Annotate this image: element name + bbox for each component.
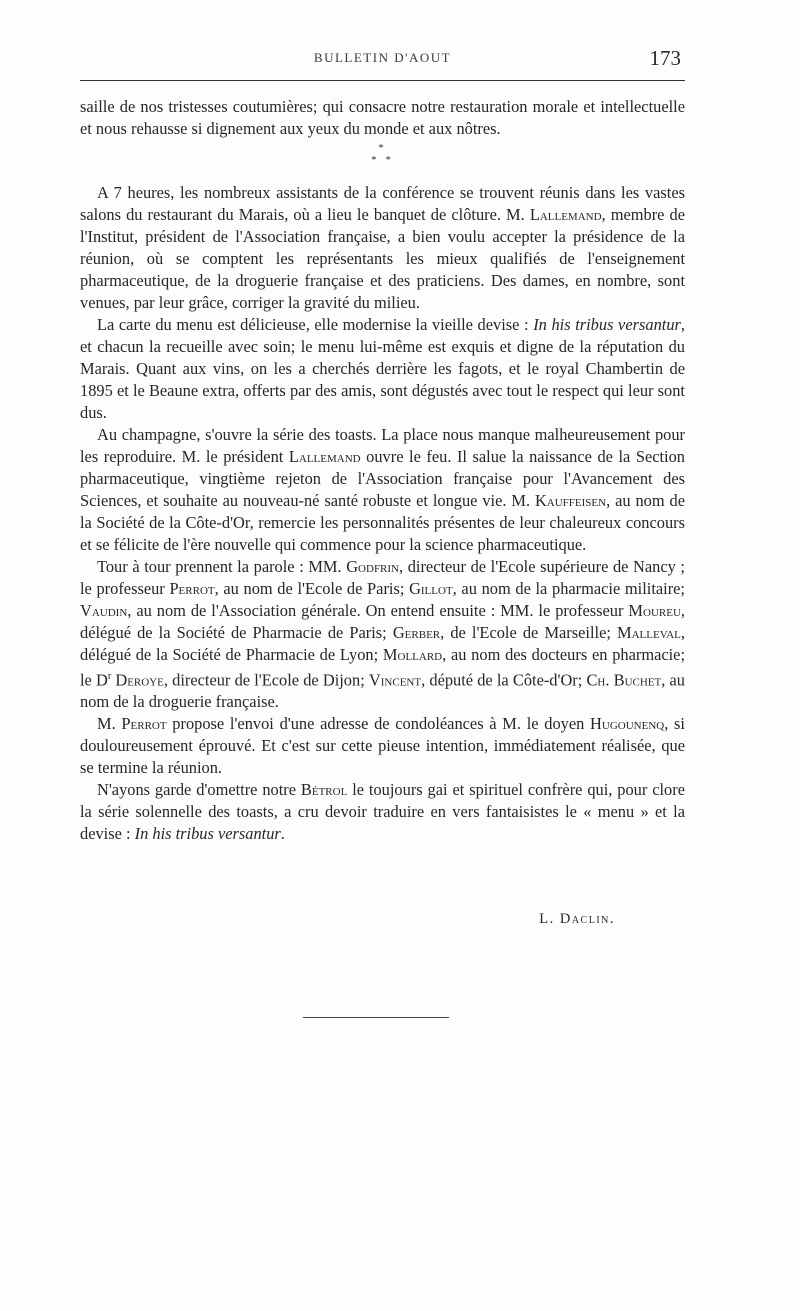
paragraph-banquet: A 7 heures, les nombreux assistants de la conférence se trouvent réunis dans les vastes salons du restaurant du Marais, où a lieu le banquet de clôture. M. Lallemand, membre de l'Institut, président de l'Association française, a bien voulu accepter la présidence de la réunion, où se comptent les représentants les mieux qualifiés de l'enseignement pharmaceutique, de la droguerie française et des praticiens. Des dames, en nombre, sont venues, par leur grâce, corriger la gravité du milieu.: [80, 183, 685, 312]
paragraph-menu: La carte du menu est délicieuse, elle modernise la vieille devise : In his tribus versantur, et chacun la recueille avec soin; le menu lui-même est exquis et digne de la réputation du Marais. Quant aux vins, on les a cherchés derrière les fagots, et le royal Chambertin de 1895 et le Beaune extra, offerts par des amis, sont dégustés avec tout le respect qui leur sont dus.: [80, 315, 685, 422]
name-moureu: Moureu: [628, 601, 681, 620]
motto-italic: In his tribus versantur: [533, 315, 681, 334]
name-lallemand: Lallemand: [288, 447, 361, 466]
motto-italic: In his tribus versantur: [134, 824, 281, 844]
name-vincent: Vincent: [368, 670, 422, 690]
page-number: 173: [649, 46, 681, 70]
running-title: BULLETIN D'AOUT: [313, 50, 452, 65]
name-perrot: Perrot: [121, 714, 167, 734]
name-kauffeisen: Kauffeisen: [534, 491, 607, 510]
paragraph-condolences: M. Perrot propose l'envoi d'une adresse de condoléances à M. le doyen Hugounenq, si douloureusement éprouvé. Et c'est sur cette pieuse intention, immédiatement réalisée, que se termine la réunion.: [80, 714, 685, 778]
page-header: [80, 46, 685, 76]
name-vaudin: Vaudin: [80, 601, 128, 620]
superscript-r: r: [107, 671, 112, 682]
name-deroye: Deroye: [115, 670, 164, 690]
name-hugounenq: Hugounenq: [590, 714, 665, 734]
paragraph-toasts: Au champagne, s'ouvre la série des toasts. La place nous manque malheureusement pour les reproduire. M. le président Lallemand ouvre le feu. Il salue la naissance de la Section pharmaceutique, vingtième rejeton de l'Association française pour l'Avancement des Sciences, et souhaite au nouveau-né santé robuste et longue vie. M. Kauffeisen, au nom de la Société de la Côte-d'Or, remercie les personnalités présentes de leur chaleureux concours et se félicite de l'ère nouvelle qui commence pour la science pharmaceutique.: [80, 425, 686, 554]
paragraph-continuation: saille de nos tristesses coutumières; qui consacre notre restauration morale et intellectuelle et nous rehausse si dignement aux yeux du monde et aux nôtres.: [80, 97, 685, 138]
asterism-separator: * * *: [371, 142, 394, 166]
name-godfrin: Godfrin: [346, 557, 400, 576]
name-malleval: Malleval: [617, 623, 681, 642]
name-lallemand: Lallemand: [529, 205, 602, 224]
name-gerber: Gerber: [392, 623, 441, 642]
name-mollard: Mollard: [382, 645, 443, 664]
paragraph-betrol: N'ayons garde d'omettre notre Bétrol le toujours gai et spirituel confrère qui, pour clore la série solennelle des toasts, a cru devoir traduire en vers fantaisistes le « menu » et la devise : In his tribus versantur.: [80, 780, 685, 844]
article-body: [80, 96, 685, 845]
header-rule: [80, 80, 685, 81]
name-perrot: Perrot: [169, 579, 215, 598]
closing-rule: [303, 1017, 449, 1018]
name-gillot: Gillot: [409, 579, 453, 598]
author-signature: L. Daclin.: [539, 911, 615, 927]
name-buchet: Ch. Buchet: [586, 670, 662, 690]
name-betrol: Bétrol: [300, 780, 348, 800]
paragraph-speakers: Tour à tour prennent la parole : MM. Godfrin, directeur de l'Ecole supérieure de Nancy ; le professeur Perrot, au nom de l'Ecole de Paris; Gillot, au nom de la pharmacie militaire; Vaudin, au nom de l'Association générale. On entend ensuite : MM. le professeur Moureu, délégué de la Société de Pharmacie de Paris; Gerber, de l'Ecole de Marseille; Malleval, délégué de la Société de Pharmacie de Lyon; Mollard, au nom des docteurs en pharmacie; le $D^r$ Deroye, directeur de l'Ecole de Dijon; Vincent, député de la Côte-d'Or; Ch. Buchet, au nom de la droguerie française.: [80, 557, 685, 712]
